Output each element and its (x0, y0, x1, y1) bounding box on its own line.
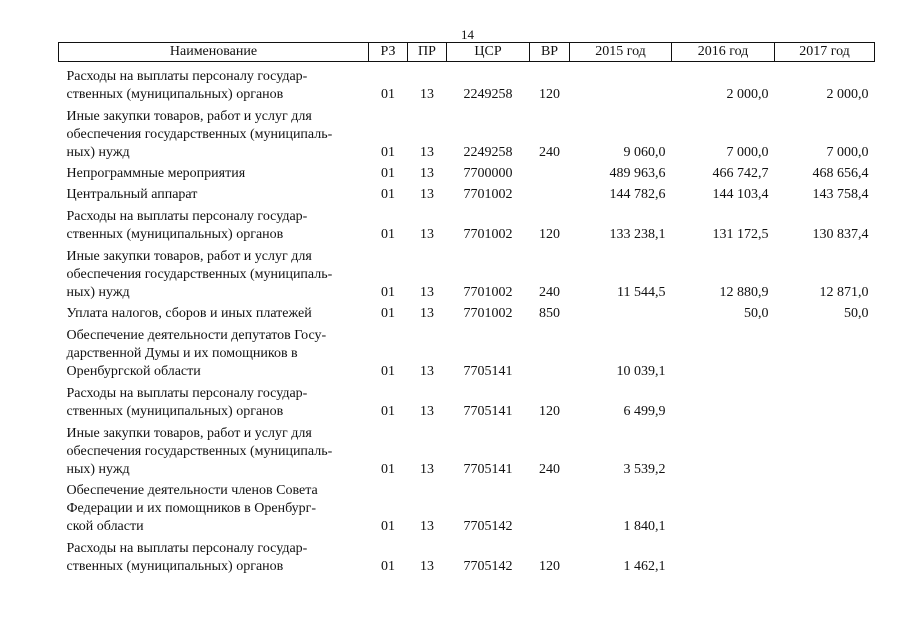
row-2016 (672, 324, 775, 382)
row-name-line: Оренбургской области (66, 364, 201, 379)
row-rz: 01 (381, 187, 395, 202)
header-2015: 2015 год (570, 43, 672, 62)
row-name-line: обеспечения государственных (муниципаль- (66, 444, 333, 459)
row-rz: 01 (381, 306, 395, 321)
row-name-line: Иные закупки товаров, работ и услуг для (66, 249, 312, 264)
table-row (59, 324, 875, 382)
row-csr: 7705142 (463, 519, 513, 534)
table-row (59, 382, 875, 422)
row-name-line: Иные закупки товаров, работ и услуг для (66, 109, 312, 124)
row-pr: 13 (420, 166, 434, 181)
row-csr: 2249258 (463, 145, 513, 160)
row-2016 (672, 422, 775, 480)
row-pr: 13 (420, 404, 434, 419)
table-row (59, 422, 875, 480)
row-name-cell (59, 422, 369, 480)
row-name-cell (59, 382, 369, 422)
row-vr (530, 324, 570, 382)
row-rz: 01 (381, 166, 395, 181)
row-2015: 489 963,6 (609, 166, 666, 181)
row-name-cell (59, 245, 369, 303)
row-2016: 12 880,9 (719, 285, 769, 300)
row-name-line: ской области (66, 519, 144, 534)
row-vr: 120 (539, 559, 560, 574)
row-name-line: обеспечения государственных (муниципаль- (66, 267, 333, 282)
row-vr (530, 163, 570, 184)
row-2015: 11 544,5 (617, 285, 666, 300)
row-vr: 120 (539, 404, 560, 419)
row-pr: 13 (420, 145, 434, 160)
table-body (59, 62, 875, 578)
header-csr: ЦСР (447, 43, 530, 62)
row-name-line: Расходы на выплаты персоналу государ- (66, 541, 308, 556)
row-2015: 133 238,1 (609, 227, 666, 242)
row-2016: 7 000,0 (726, 145, 769, 160)
row-name-cell (59, 184, 369, 205)
row-name-cell (59, 205, 369, 245)
row-2016 (672, 382, 775, 422)
row-name-line: обеспечения государственных (муниципаль- (66, 127, 333, 142)
row-name-line: Обеспечение деятельности членов Совета (66, 483, 318, 498)
row-vr: 240 (539, 145, 560, 160)
table-row (59, 62, 875, 106)
row-2016: 50,0 (744, 306, 769, 321)
row-name-line: Непрограммные мероприятия (66, 166, 246, 181)
row-csr: 7700000 (463, 166, 513, 181)
row-2017 (775, 480, 875, 537)
row-2015: 1 840,1 (623, 519, 666, 534)
budget-table (58, 42, 875, 577)
row-2015: 9 060,0 (623, 145, 666, 160)
row-pr: 13 (420, 87, 434, 102)
row-name-line: Расходы на выплаты персоналу государ- (66, 209, 308, 224)
row-2016: 466 742,7 (712, 166, 769, 181)
row-pr: 13 (420, 187, 434, 202)
row-name-cell (59, 105, 369, 163)
header-2017: 2017 год (775, 43, 875, 62)
row-vr (530, 480, 570, 537)
row-csr: 7705141 (463, 462, 513, 477)
row-rz: 01 (381, 559, 395, 574)
row-name-cell (59, 537, 369, 577)
row-csr: 2249258 (463, 87, 513, 102)
row-rz: 01 (381, 364, 395, 379)
row-pr: 13 (420, 364, 434, 379)
row-pr: 13 (420, 519, 434, 534)
row-name-line: Федерации и их помощников в Оренбург- (66, 501, 317, 516)
row-name-cell (59, 163, 369, 184)
row-pr: 13 (420, 285, 434, 300)
row-name-cell (59, 62, 369, 106)
header-vr: ВР (530, 43, 570, 62)
row-vr: 240 (539, 462, 560, 477)
row-name-line: ственных (муниципальных) органов (66, 227, 284, 242)
row-name-line: ственных (муниципальных) органов (66, 87, 284, 102)
table-row (59, 205, 875, 245)
row-pr: 13 (420, 306, 434, 321)
row-2015: 10 039,1 (616, 364, 666, 379)
row-vr (530, 184, 570, 205)
table-row (59, 480, 875, 537)
row-2017: 12 871,0 (819, 285, 869, 300)
row-2016: 2 000,0 (726, 87, 769, 102)
row-name-cell (59, 303, 369, 324)
row-name-line: Иные закупки товаров, работ и услуг для (66, 426, 312, 441)
row-rz: 01 (381, 462, 395, 477)
row-2017: 468 656,4 (812, 166, 869, 181)
row-name-line: ных) нужд (66, 462, 130, 477)
page-number: 14 (461, 27, 474, 42)
row-2015 (570, 303, 672, 324)
row-rz: 01 (381, 87, 395, 102)
row-2017: 7 000,0 (826, 145, 869, 160)
header-name: Наименование (59, 43, 369, 62)
row-rz: 01 (381, 145, 395, 160)
row-2016: 144 103,4 (712, 187, 769, 202)
row-2017: 130 837,4 (812, 227, 869, 242)
row-rz: 01 (381, 404, 395, 419)
row-2017 (775, 324, 875, 382)
row-vr: 240 (539, 285, 560, 300)
row-csr: 7705141 (463, 404, 513, 419)
row-2017: 143 758,4 (812, 187, 869, 202)
row-name-line: Обеспечение деятельности депутатов Госу- (66, 328, 327, 343)
row-rz: 01 (381, 285, 395, 300)
row-name-line: Расходы на выплаты персоналу государ- (66, 69, 308, 84)
table-header-row (59, 43, 875, 62)
table-row (59, 245, 875, 303)
row-csr: 7701002 (463, 187, 513, 202)
table-row (59, 303, 875, 324)
row-2015: 1 462,1 (623, 559, 666, 574)
row-rz: 01 (381, 519, 395, 534)
row-name-line: ных) нужд (66, 285, 130, 300)
row-csr: 7701002 (463, 285, 513, 300)
table-row (59, 537, 875, 577)
header-pr: ПР (408, 43, 447, 62)
row-pr: 13 (420, 462, 434, 477)
row-name-line: Расходы на выплаты персоналу государ- (66, 386, 308, 401)
row-csr: 7701002 (463, 227, 513, 242)
table-row (59, 184, 875, 205)
row-vr: 850 (539, 306, 560, 321)
row-pr: 13 (420, 559, 434, 574)
row-2015: 6 499,9 (623, 404, 666, 419)
row-name-cell (59, 324, 369, 382)
row-2017 (775, 422, 875, 480)
header-2016: 2016 год (672, 43, 775, 62)
row-vr: 120 (539, 227, 560, 242)
row-vr: 120 (539, 87, 560, 102)
row-2017 (775, 537, 875, 577)
row-pr: 13 (420, 227, 434, 242)
row-2015: 144 782,6 (609, 187, 666, 202)
row-csr: 7705142 (463, 559, 513, 574)
row-name-line: дарственной Думы и их помощников в (66, 346, 298, 361)
row-2016 (672, 537, 775, 577)
row-2015: 3 539,2 (623, 462, 666, 477)
row-name-line: Уплата налогов, сборов и иных платежей (66, 306, 312, 321)
row-2015 (570, 62, 672, 106)
row-2016: 131 172,5 (712, 227, 769, 242)
row-2017 (775, 382, 875, 422)
row-rz: 01 (381, 227, 395, 242)
row-csr: 7705141 (463, 364, 513, 379)
row-csr: 7701002 (463, 306, 513, 321)
row-name-line: ных) нужд (66, 145, 130, 160)
row-2017: 50,0 (844, 306, 869, 321)
row-name-line: ственных (муниципальных) органов (66, 559, 284, 574)
row-2017: 2 000,0 (826, 87, 869, 102)
row-2016 (672, 480, 775, 537)
header-rz: РЗ (369, 43, 408, 62)
table-row (59, 163, 875, 184)
table-row (59, 105, 875, 163)
row-name-line: Центральный аппарат (66, 187, 198, 202)
row-name-cell (59, 480, 369, 537)
row-name-line: ственных (муниципальных) органов (66, 404, 284, 419)
